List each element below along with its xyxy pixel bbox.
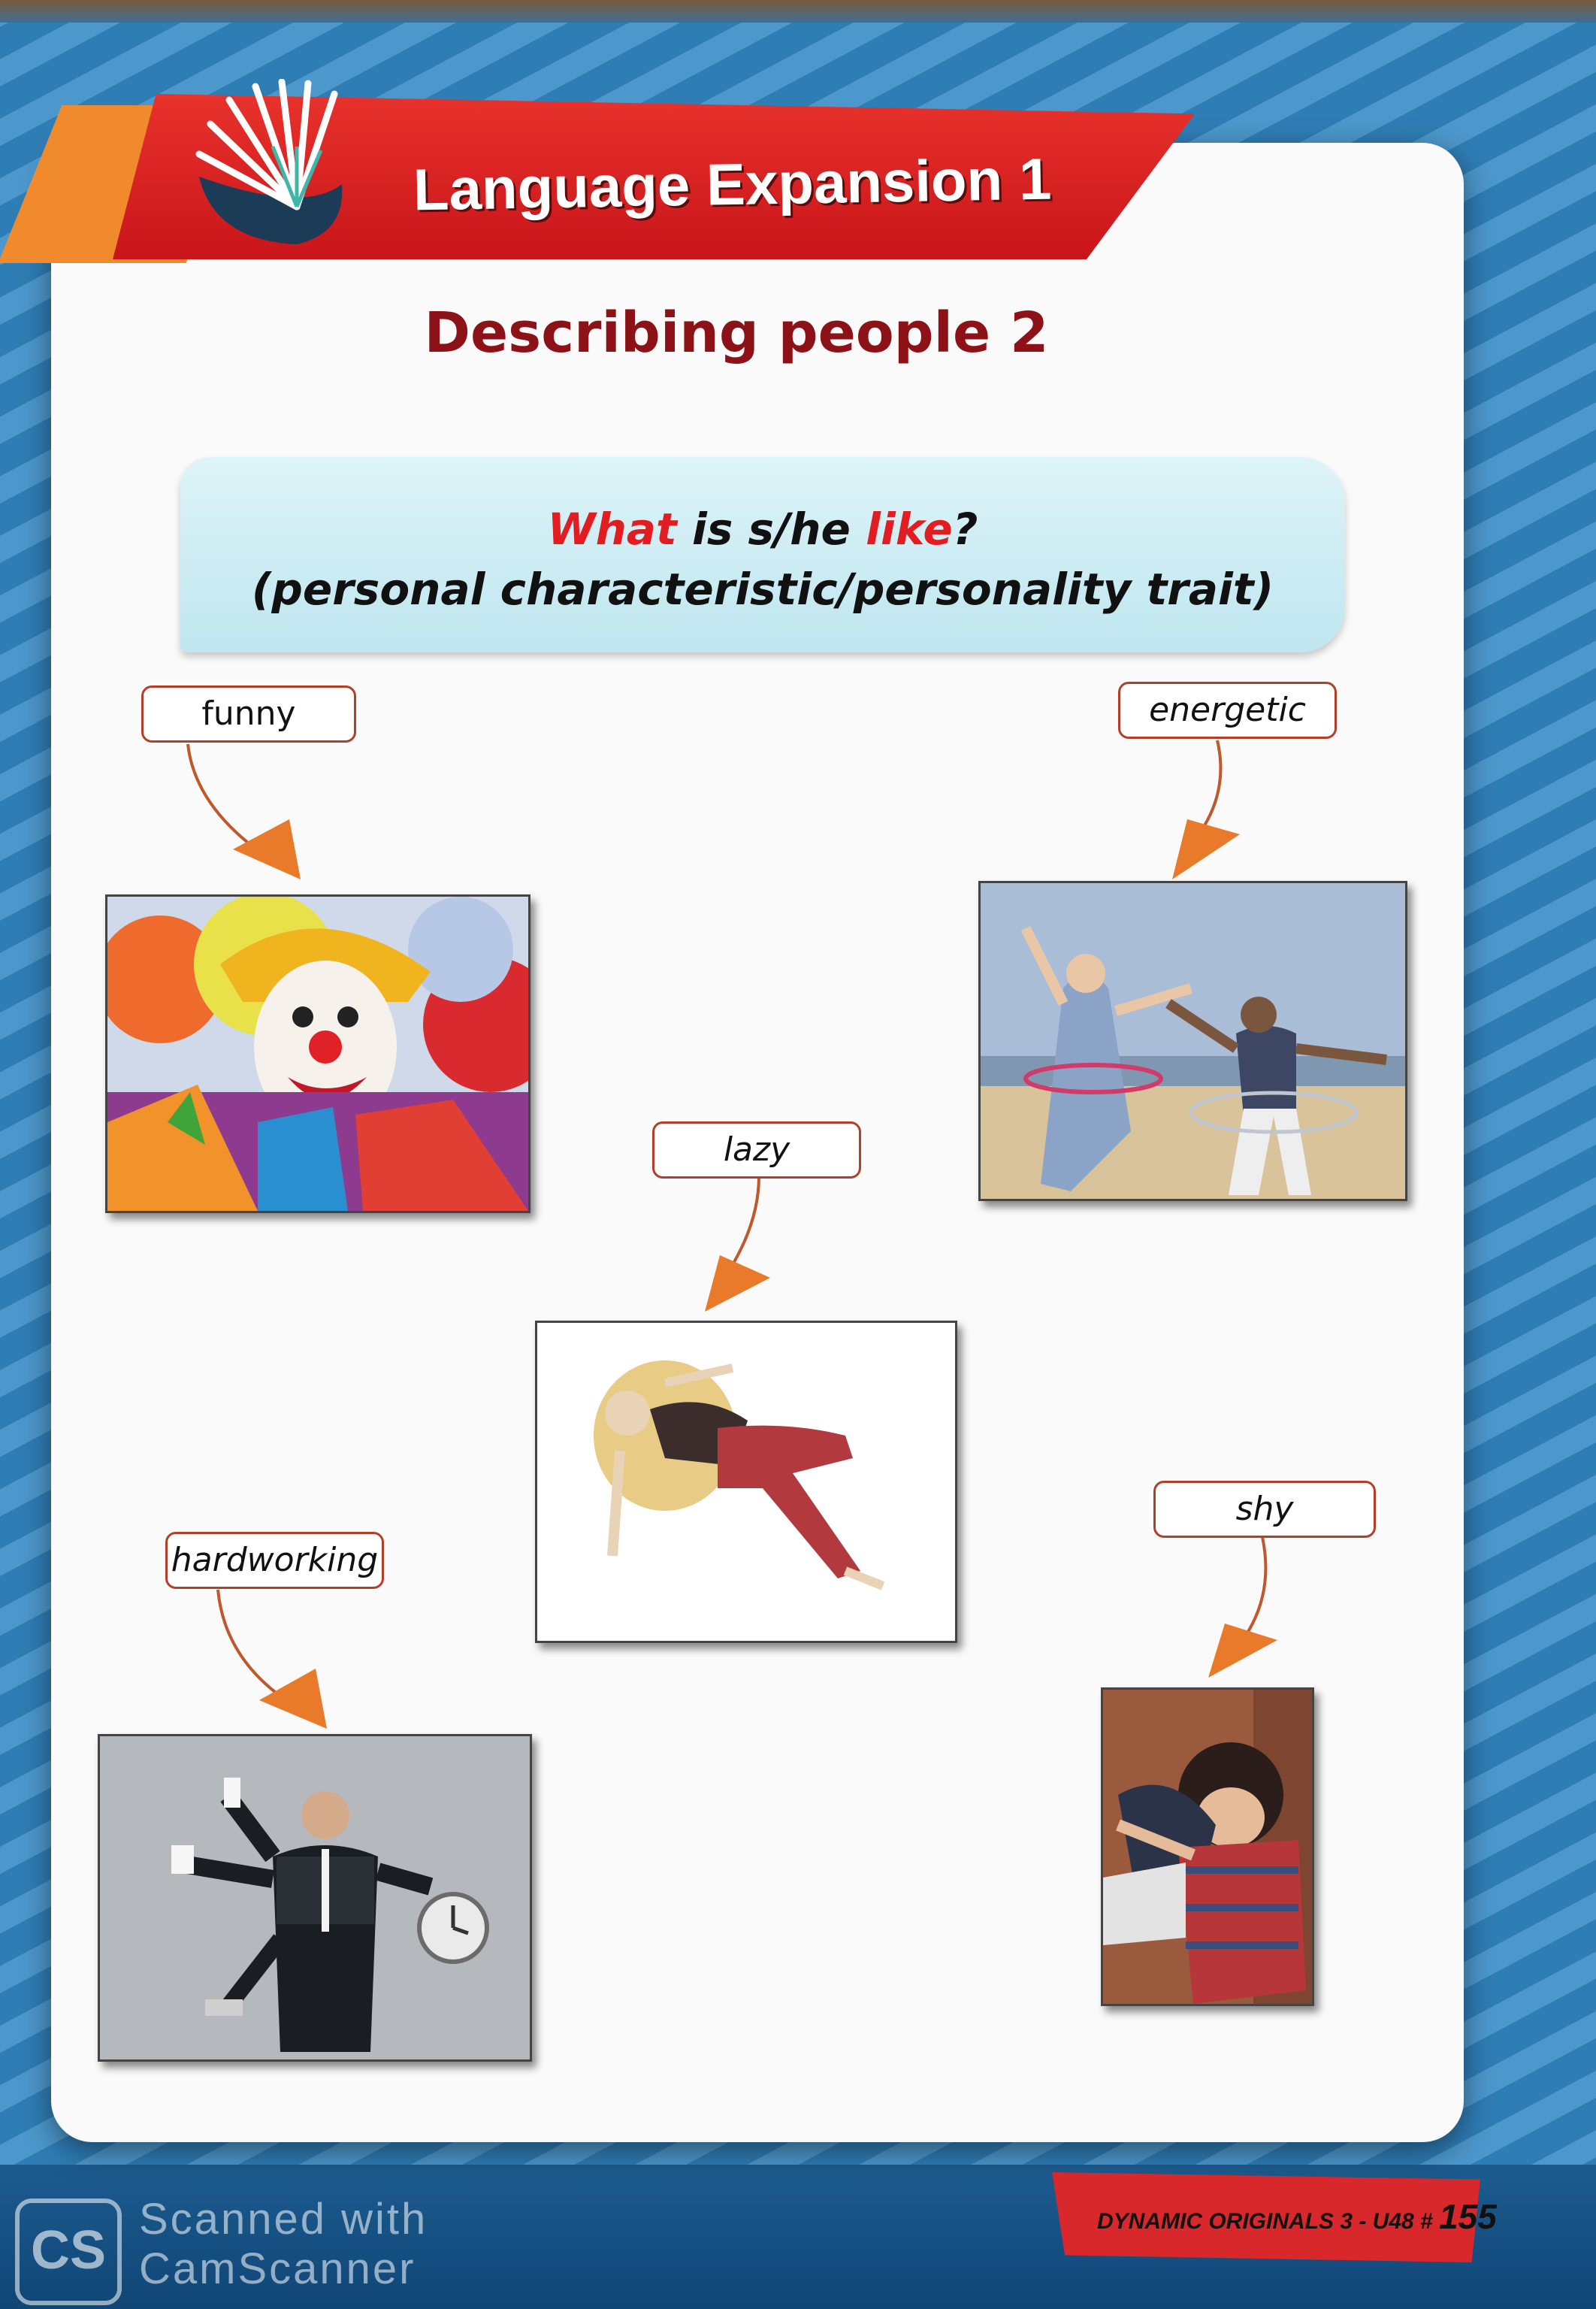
camscanner-watermark — [139, 2195, 428, 2294]
arrowhead-lazy — [705, 1255, 770, 1312]
watermark-line1: Scanned with — [139, 2195, 428, 2244]
label-shy: shy — [1153, 1481, 1376, 1538]
photo-shy-boy — [1101, 1687, 1314, 2006]
page-number: 155 — [1439, 2197, 1497, 2236]
footer-series-text: DYNAMIC ORIGINALS 3 - U48 # — [1097, 2209, 1433, 2234]
photo-hardworking-man — [98, 1734, 532, 2062]
label-hardworking: hardworking — [165, 1532, 384, 1589]
question-like: like — [866, 504, 953, 555]
arrowhead-shy — [1208, 1624, 1277, 1678]
arrowhead-funny — [233, 819, 301, 879]
label-energetic: energetic — [1118, 682, 1337, 739]
question-mid: is s/he — [676, 504, 866, 555]
photo-hula-hoop-couple — [978, 881, 1407, 1201]
question-subtext: (personal characteristic/personality trait) — [251, 564, 1274, 615]
arrowhead-energetic — [1172, 819, 1240, 879]
footer-series — [1097, 2196, 1497, 2237]
question-what: What — [547, 504, 677, 555]
arrowhead-hardworking — [259, 1669, 327, 1729]
question-mark: ? — [952, 504, 978, 555]
photo-clown — [105, 894, 530, 1213]
label-lazy: lazy — [652, 1121, 861, 1179]
label-funny: funny — [141, 685, 356, 743]
page-subtitle: Describing people 2 — [424, 301, 1049, 365]
watermark-line2: CamScanner — [139, 2244, 416, 2293]
header-title: Language Expansion 1 — [413, 145, 1053, 223]
photo-lazy-person — [535, 1321, 957, 1643]
camscanner-logo-icon: CS — [15, 2199, 122, 2305]
